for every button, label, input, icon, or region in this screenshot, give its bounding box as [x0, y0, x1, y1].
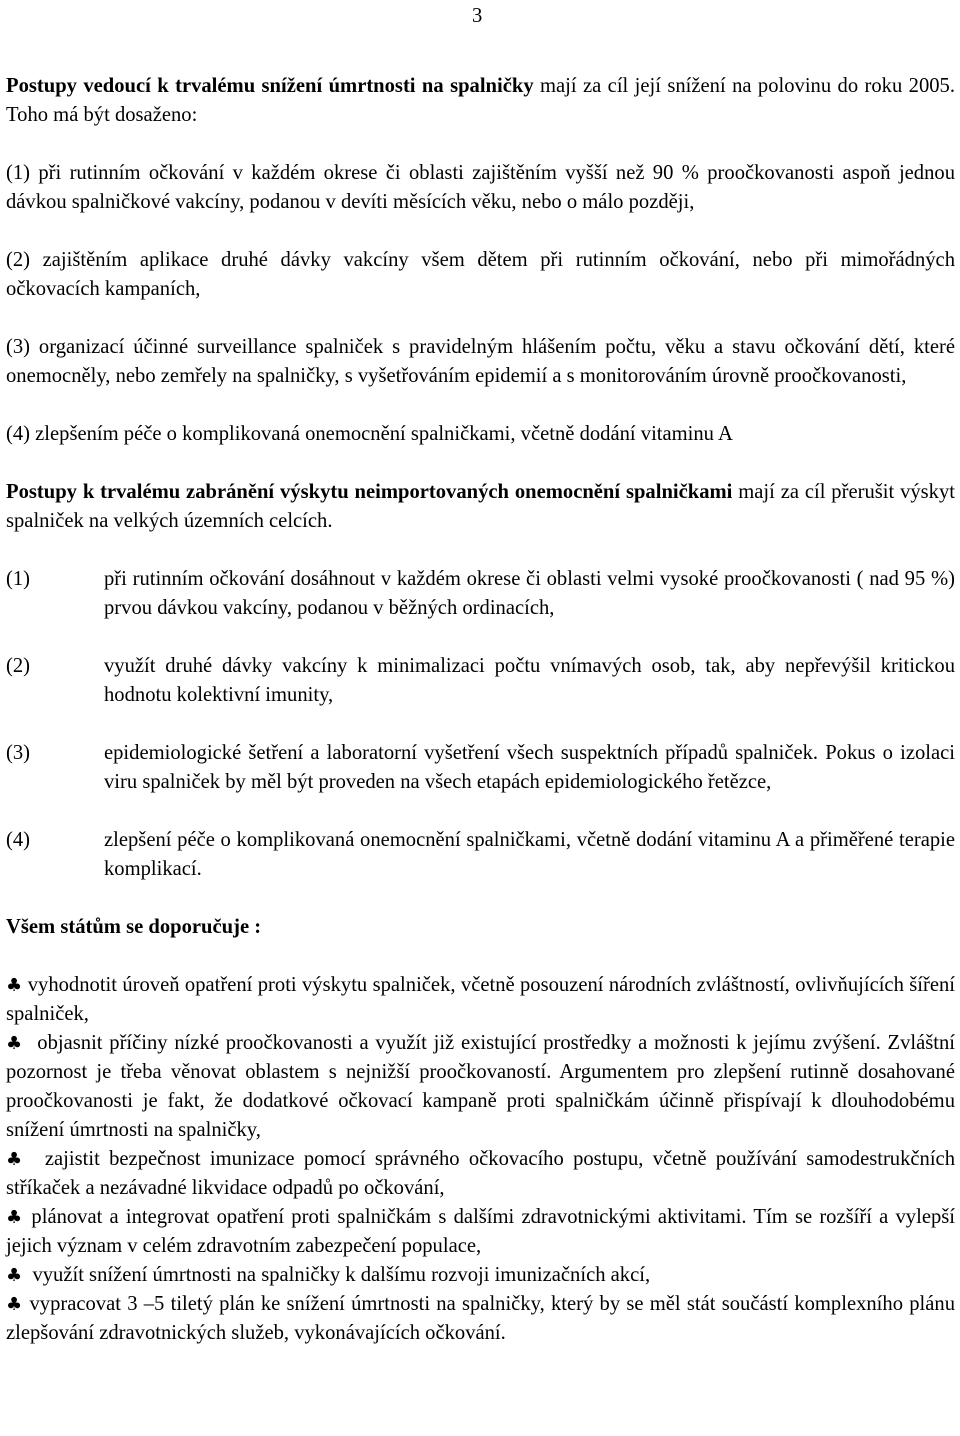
bullet-item — [6, 1203, 955, 1261]
clubs-bullet-icon: ♣ — [6, 975, 23, 996]
clubs-bullet-icon: ♣ — [6, 1149, 27, 1170]
section1-intro-rest: mají za cíl její snížení na polovinu do roku 2005. Toho má být dosaženo: — [6, 75, 955, 126]
clubs-bullet-icon: ♣ — [6, 1265, 23, 1286]
section3-heading-text: Všem státům se doporučuje : — [6, 916, 262, 938]
clubs-bullet-icon: ♣ — [6, 1033, 24, 1054]
list-item — [6, 739, 955, 797]
section1-intro-bold: Postupy vedoucí k trvalému snížení úmrtnosti na spalničky — [6, 75, 534, 97]
bullet-item — [6, 1290, 955, 1348]
list-item — [6, 652, 955, 710]
list-item-number: (1) — [6, 568, 31, 590]
section1-item: (1) při rutinním očkování v každém okrese či oblasti zajištěním vyšší než 90 % proočkovanosti aspoň jednou dávkou spalničkové vakcíny, podanou v devíti měsících věku, nebo o málo později, — [6, 162, 955, 213]
section1-item: (4) zlepšením péče o komplikovaná onemocnění spalničkami, včetně dodání vitaminu A — [6, 423, 733, 445]
bullet-text: využít snížení úmrtnosti na spalničky k dalšímu rozvoji imunizačních akcí, — [32, 1264, 651, 1286]
list-item-number: (3) — [6, 742, 31, 764]
section2-intro-rest: mají za cíl přerušit výskyt spalniček na velkých územních celcích. — [6, 481, 955, 532]
list-item-text: využít druhé dávky vakcíny k minimalizaci počtu vnímavých osob, tak, aby nepřevýšil kritickou hodnotu kolektivní imunity, — [104, 655, 955, 706]
bullet-item — [6, 971, 955, 1029]
list-item-number: (2) — [6, 655, 31, 677]
bullet-text: plánovat a integrovat opatření proti spalničkám s dalšími zdravotnickými aktivitami. Tím se rozšíří a vylepší jejich význam v celém zdravotním zabezpečení populace, — [6, 1206, 955, 1257]
list-item-text: zlepšení péče o komplikovaná onemocnění spalničkami, včetně dodání vitaminu A a přiměřené terapie komplikací. — [104, 829, 955, 880]
bullet-text: vypracovat 3 –5 tiletý plán ke snížení úmrtnosti na spalničky, který by se měl stát součástí komplexního plánu zlepšování zdravotnických služeb, vykonávajících očkování. — [6, 1293, 955, 1344]
section1-intro — [6, 72, 955, 130]
bullet-text: vyhodnotit úroveň opatření proti výskytu spalniček, včetně posouzení národních zvláštností, ovlivňujících šíření spalniček, — [6, 974, 955, 1025]
section2-intro — [6, 478, 955, 536]
document-body — [6, 72, 955, 1348]
bullet-item — [6, 1261, 955, 1290]
clubs-bullet-icon: ♣ — [6, 1207, 25, 1228]
list-item-number: (4) — [6, 829, 31, 851]
bullet-item — [6, 1145, 955, 1203]
bullet-item — [6, 1029, 955, 1145]
section1-item: (2) zajištěním aplikace druhé dávky vakcíny všem dětem při rutinním očkování, nebo při mimořádných očkovacích kampaních, — [6, 249, 955, 300]
clubs-bullet-icon: ♣ — [6, 1294, 24, 1315]
bullet-text: zajistit bezpečnost imunizace pomocí správného očkovacího postupu, včetně používání samodestrukčních stříkaček a nezávadné likvidace odpadů po očkování, — [6, 1148, 955, 1199]
list-item — [6, 565, 955, 623]
bullet-text: objasnit příčiny nízké proočkovanosti a využít již existující prostředky a možnosti k jejímu zvýšení. Zvláštní pozornost je třeba věnovat oblastem s nejnižší proočkovaností. Argumentem pro zlepšení rutinně dosahované proočkovanosti je fakt, že dodatkové očkovací kampaně proti spalničkám účinně přispívají k dlouhodobému snížení úmrtnosti na spalničky, — [6, 1032, 956, 1141]
page-number: 3 — [472, 5, 483, 27]
section2-list — [6, 565, 955, 884]
section1-item: (3) organizací účinné surveillance spalniček s pravidelným hlášením počtu, věku a stavu očkování dětí, které onemocněly, nebo zemřely na spalničky, s vyšetřováním epidemií a s monitorováním úrovně proočkovanosti, — [6, 336, 955, 387]
section3-heading — [6, 913, 955, 942]
list-item-text: epidemiologické šetření a laboratorní vyšetření všech suspektních případů spalniček. Pokus o izolaci viru spalniček by měl být proveden na všech etapách epidemiologického řetězce, — [104, 742, 955, 793]
list-item-text: při rutinním očkování dosáhnout v každém okrese či oblasti velmi vysoké proočkovanosti ( nad 95 %) prvou dávkou vakcíny, podanou v běžných ordinacích, — [104, 568, 955, 619]
section2-intro-bold: Postupy k trvalému zabránění výskytu neimportovaných onemocnění spalničkami — [6, 481, 733, 503]
list-item — [6, 826, 955, 884]
